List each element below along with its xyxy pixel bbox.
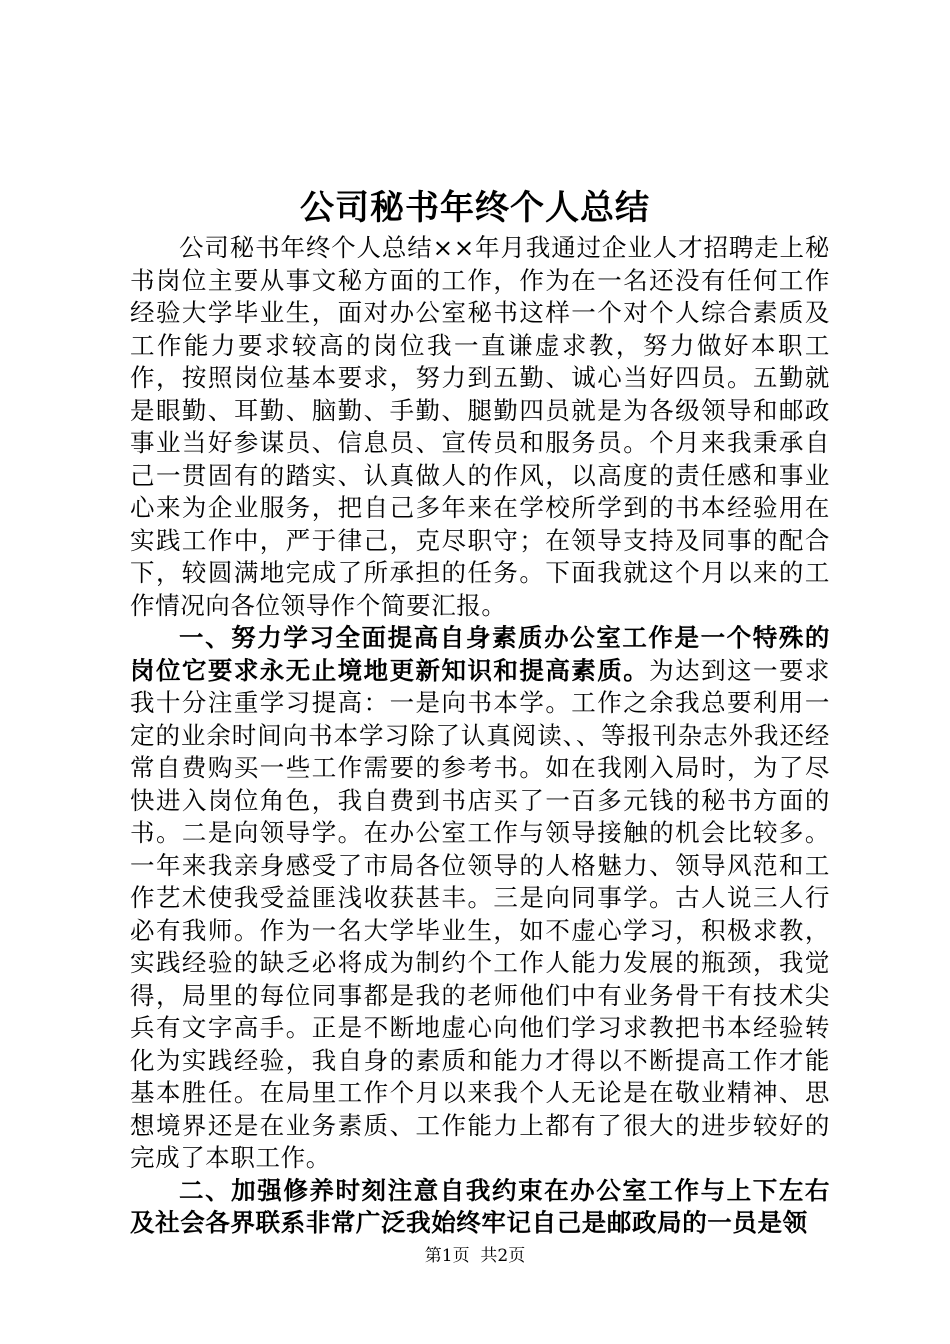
paragraph-text: 为达到这一要求我十分注重学习提高：一是向书本学。工作之余我总要利用一定的业余时间向书本学习除了认真阅读、、等报刊杂志外我还经常自费购买一些工作需要的参考书。如在我刚入局时，为了尽快进入岗位角色，我自费到书店买了一百多元钱的秘书方面的书。二是向领导学。在办公室工作与领导接触的机会比较多。一年来我亲身感受了市局各位领导的人格魅力、领导风范和工作艺术使我受益匪浅收获甚丰。三是向同事学。古人说三人行必有我师。作为一名大学毕业生，如不虚心学习，积极求教，实践经验的缺乏必将成为制约个工作人能力发展的瓶颈，我觉得，局里的每位同事都是我的老师他们中有业务骨干有技术尖兵有文字高手。正是不断地虚心向他们学习求教把书本经验转化为实践经验，我自身的素质和能力才得以不断提高工作才能基本胜任。在局里工作个月以来我个人无论是在敬业精神、思想境界还是在业务素质、工作能力上都有了很大的进步较好的完成了本职工作。 <box>130 655 831 1172</box>
page-footer <box>0 1245 950 1267</box>
document-body <box>130 232 830 1240</box>
document-title: 公司秘书年终个人总结 <box>300 188 650 228</box>
page-number: 第1页 <box>424 1246 470 1266</box>
footer-spacer <box>470 1246 481 1266</box>
page-total: 共2页 <box>480 1246 526 1266</box>
paragraph-bold-lead: 一、努力学习全面提高自身素质办公室工作是一个特殊的岗位它要求永无止境地更新知识和提高素质。 <box>130 623 830 685</box>
paragraph-intro <box>130 232 830 622</box>
paragraph-bold-lead: 二、加强修养时刻注意自我约束在办公室工作与上下左右及社会各界联系非常广泛我始终牢记自己是邮政局的一员是领 <box>130 1175 830 1237</box>
paragraph-section-1 <box>130 622 830 1175</box>
paragraph-text: 公司秘书年终个人总结××年月我通过企业人才招聘走上秘书岗位主要从事文秘方面的工作，作为在一名还没有任何工作经验大学毕业生，面对办公室秘书这样一个对个人综合素质及工作能力要求较高的岗位我一直谦虚求教，努力做好本职工作，按照岗位基本要求，努力到五勤、诚心当好四员。五勤就是眼勤、耳勤、脑勤、手勤、腿勤四员就是为各级领导和邮政事业当好参谋员、信息员、宣传员和服务员。个月来我秉承自己一贯固有的踏实、认真做人的作风，以高度的责任感和事业心来为企业服务，把自己多年来在学校所学到的书本经验用在实践工作中，严于律己，克尽职守；在领导支持及同事的配合下，较圆满地完成了所承担的任务。下面我就这个月以来的工作情况向各位领导作个简要汇报。 <box>130 233 830 620</box>
paragraph-section-2 <box>130 1175 830 1240</box>
